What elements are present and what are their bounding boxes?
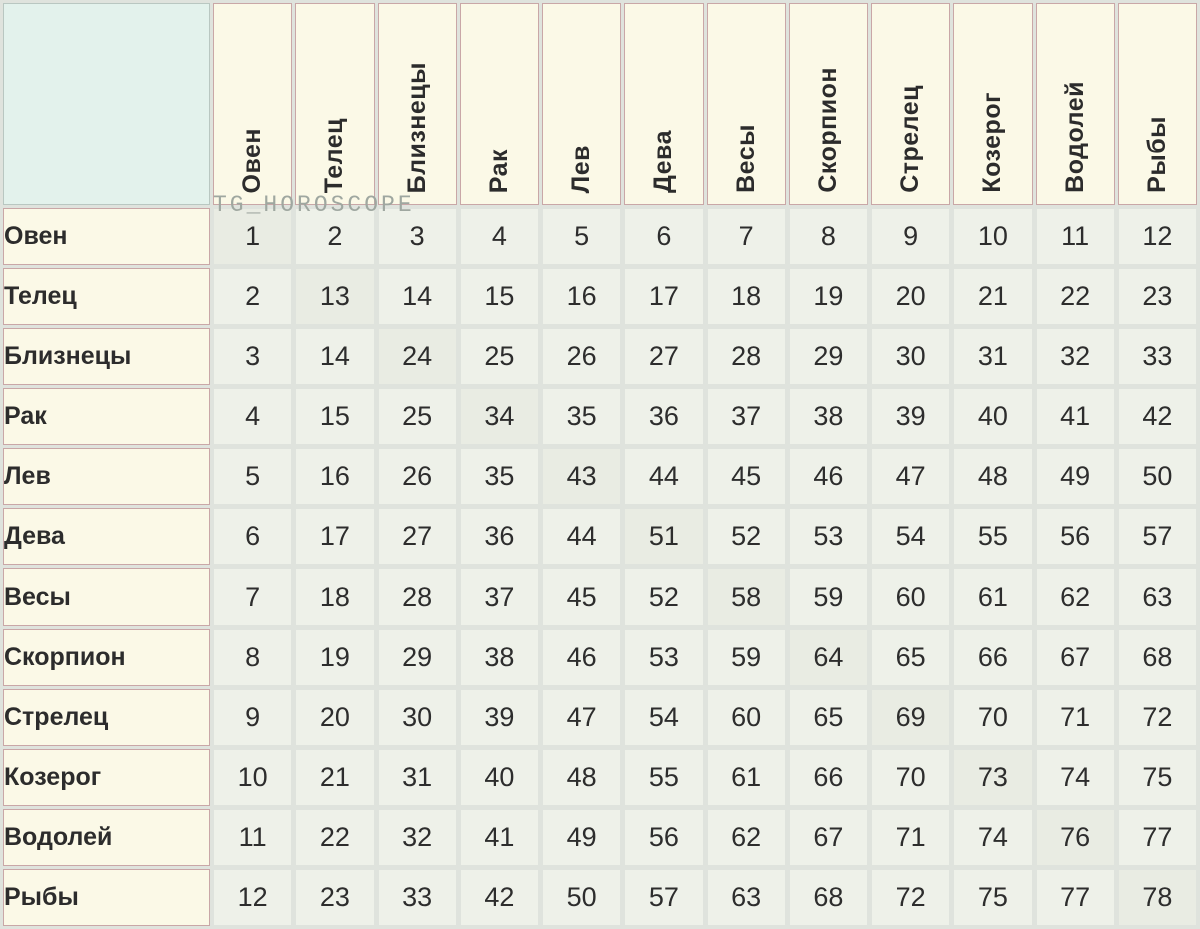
cell: 70 [871, 749, 950, 806]
cell: 46 [789, 448, 868, 505]
cell: 73 [953, 749, 1032, 806]
cell: 47 [542, 689, 621, 746]
row-header-rak: Рак [3, 388, 210, 445]
row-header-vodolei: Водолей [3, 809, 210, 866]
cell: 2 [295, 208, 374, 265]
column-header-oven [213, 3, 292, 205]
cell: 60 [871, 568, 950, 625]
cell: 33 [1118, 328, 1197, 385]
table-row [3, 508, 1197, 565]
column-header-label: Стрелец [896, 85, 925, 193]
cell: 66 [789, 749, 868, 806]
cell: 76 [1036, 809, 1115, 866]
cell: 55 [624, 749, 703, 806]
cell: 7 [213, 568, 292, 625]
cell: 67 [789, 809, 868, 866]
cell: 16 [542, 268, 621, 325]
cell: 27 [378, 508, 457, 565]
column-header-kozerog [953, 3, 1032, 205]
cell: 12 [1118, 208, 1197, 265]
row-header-skorpion: Скорпион [3, 629, 210, 686]
cell: 7 [707, 208, 786, 265]
table-corner-cell [3, 3, 210, 205]
table-row [3, 629, 1197, 686]
table-row [3, 568, 1197, 625]
cell: 1 [213, 208, 292, 265]
cell: 14 [295, 328, 374, 385]
column-header-label: Козерог [978, 92, 1007, 193]
cell: 29 [378, 629, 457, 686]
cell: 49 [542, 809, 621, 866]
cell: 23 [295, 869, 374, 926]
column-header-label: Близнецы [402, 61, 431, 193]
column-header-lev [542, 3, 621, 205]
cell: 23 [1118, 268, 1197, 325]
cell: 4 [460, 208, 539, 265]
cell: 52 [624, 568, 703, 625]
cell: 13 [295, 268, 374, 325]
cell: 48 [542, 749, 621, 806]
row-header-deva: Дева [3, 508, 210, 565]
table-row [3, 448, 1197, 505]
cell: 19 [295, 629, 374, 686]
cell: 48 [953, 448, 1032, 505]
cell: 18 [707, 268, 786, 325]
cell: 35 [460, 448, 539, 505]
cell: 22 [295, 809, 374, 866]
cell: 31 [378, 749, 457, 806]
cell: 39 [460, 689, 539, 746]
column-header-label: Водолей [1060, 81, 1089, 193]
cell: 9 [213, 689, 292, 746]
cell: 24 [378, 328, 457, 385]
cell: 10 [953, 208, 1032, 265]
cell: 57 [1118, 508, 1197, 565]
cell: 11 [213, 809, 292, 866]
cell: 18 [295, 568, 374, 625]
column-header-deva [624, 3, 703, 205]
cell: 47 [871, 448, 950, 505]
cell: 36 [460, 508, 539, 565]
column-header-bliznetsy [378, 3, 457, 205]
cell: 8 [789, 208, 868, 265]
cell: 69 [871, 689, 950, 746]
cell: 17 [624, 268, 703, 325]
column-header-label: Телец [320, 117, 349, 193]
cell: 43 [542, 448, 621, 505]
cell: 22 [1036, 268, 1115, 325]
cell: 49 [1036, 448, 1115, 505]
cell: 26 [542, 328, 621, 385]
cell: 72 [1118, 689, 1197, 746]
cell: 28 [707, 328, 786, 385]
cell: 50 [542, 869, 621, 926]
cell: 15 [460, 268, 539, 325]
table-row [3, 749, 1197, 806]
cell: 58 [707, 568, 786, 625]
cell: 3 [213, 328, 292, 385]
cell: 44 [542, 508, 621, 565]
cell: 45 [707, 448, 786, 505]
cell: 67 [1036, 629, 1115, 686]
cell: 68 [1118, 629, 1197, 686]
cell: 72 [871, 869, 950, 926]
cell: 60 [707, 689, 786, 746]
table-row [3, 689, 1197, 746]
cell: 54 [871, 508, 950, 565]
cell: 21 [953, 268, 1032, 325]
table-row [3, 328, 1197, 385]
column-header-vodolei [1036, 3, 1115, 205]
table-row [3, 809, 1197, 866]
row-header-strelets: Стрелец [3, 689, 210, 746]
column-header-label: Рак [484, 148, 513, 193]
column-header-rak [460, 3, 539, 205]
cell: 46 [542, 629, 621, 686]
cell: 56 [624, 809, 703, 866]
cell: 74 [1036, 749, 1115, 806]
column-header-ryby [1118, 3, 1197, 205]
cell: 11 [1036, 208, 1115, 265]
cell: 71 [871, 809, 950, 866]
cell: 36 [624, 388, 703, 445]
cell: 28 [378, 568, 457, 625]
cell: 10 [213, 749, 292, 806]
cell: 77 [1118, 809, 1197, 866]
cell: 39 [871, 388, 950, 445]
column-header-vesy [707, 3, 786, 205]
cell: 33 [378, 869, 457, 926]
cell: 55 [953, 508, 1032, 565]
cell: 25 [378, 388, 457, 445]
cell: 20 [295, 689, 374, 746]
cell: 78 [1118, 869, 1197, 926]
cell: 37 [460, 568, 539, 625]
table-row [3, 268, 1197, 325]
cell: 74 [953, 809, 1032, 866]
cell: 56 [1036, 508, 1115, 565]
cell: 15 [295, 388, 374, 445]
row-header-telets: Телец [3, 268, 210, 325]
cell: 45 [542, 568, 621, 625]
column-header-label: Рыбы [1142, 116, 1171, 193]
column-header-label: Дева [649, 130, 678, 193]
cell: 52 [707, 508, 786, 565]
cell: 75 [953, 869, 1032, 926]
column-header-label: Весы [731, 124, 760, 193]
row-header-lev: Лев [3, 448, 210, 505]
cell: 41 [1036, 388, 1115, 445]
cell: 77 [1036, 869, 1115, 926]
cell: 62 [1036, 568, 1115, 625]
row-header-kozerog: Козерог [3, 749, 210, 806]
column-header-label: Лев [567, 144, 596, 193]
cell: 65 [789, 689, 868, 746]
cell: 19 [789, 268, 868, 325]
cell: 42 [460, 869, 539, 926]
cell: 3 [378, 208, 457, 265]
cell: 64 [789, 629, 868, 686]
table-row [3, 208, 1197, 265]
cell: 5 [213, 448, 292, 505]
cell: 41 [460, 809, 539, 866]
cell: 70 [953, 689, 1032, 746]
cell: 6 [624, 208, 703, 265]
cell: 4 [213, 388, 292, 445]
cell: 38 [789, 388, 868, 445]
cell: 32 [378, 809, 457, 866]
cell: 20 [871, 268, 950, 325]
cell: 8 [213, 629, 292, 686]
cell: 9 [871, 208, 950, 265]
row-header-ryby: Рыбы [3, 869, 210, 926]
cell: 63 [1118, 568, 1197, 625]
cell: 53 [624, 629, 703, 686]
row-header-vesy: Весы [3, 568, 210, 625]
cell: 21 [295, 749, 374, 806]
cell: 44 [624, 448, 703, 505]
row-header-bliznetsy: Близнецы [3, 328, 210, 385]
cell: 61 [707, 749, 786, 806]
column-header-label: Скорпион [813, 67, 842, 193]
cell: 54 [624, 689, 703, 746]
cell: 32 [1036, 328, 1115, 385]
cell: 75 [1118, 749, 1197, 806]
cell: 31 [953, 328, 1032, 385]
column-header-telets [295, 3, 374, 205]
cell: 2 [213, 268, 292, 325]
table-row [3, 388, 1197, 445]
cell: 59 [707, 629, 786, 686]
watermark-text: TG_HOROSCOPE [213, 192, 415, 218]
cell: 26 [378, 448, 457, 505]
cell: 62 [707, 809, 786, 866]
cell: 57 [624, 869, 703, 926]
cell: 71 [1036, 689, 1115, 746]
cell: 68 [789, 869, 868, 926]
cell: 38 [460, 629, 539, 686]
cell: 40 [460, 749, 539, 806]
cell: 42 [1118, 388, 1197, 445]
cell: 34 [460, 388, 539, 445]
cell: 63 [707, 869, 786, 926]
table-header-row [3, 3, 1197, 205]
cell: 29 [789, 328, 868, 385]
cell: 25 [460, 328, 539, 385]
cell: 12 [213, 869, 292, 926]
cell: 66 [953, 629, 1032, 686]
cell: 6 [213, 508, 292, 565]
cell: 40 [953, 388, 1032, 445]
row-header-oven: Овен [3, 208, 210, 265]
cell: 51 [624, 508, 703, 565]
cell: 16 [295, 448, 374, 505]
cell: 27 [624, 328, 703, 385]
column-header-strelets [871, 3, 950, 205]
cell: 65 [871, 629, 950, 686]
cell: 30 [378, 689, 457, 746]
cell: 17 [295, 508, 374, 565]
column-header-label: Овен [238, 127, 267, 193]
cell: 37 [707, 388, 786, 445]
cell: 50 [1118, 448, 1197, 505]
cell: 30 [871, 328, 950, 385]
cell: 35 [542, 388, 621, 445]
cell: 53 [789, 508, 868, 565]
cell: 5 [542, 208, 621, 265]
cell: 14 [378, 268, 457, 325]
column-header-skorpion [789, 3, 868, 205]
table-row [3, 869, 1197, 926]
cell: 59 [789, 568, 868, 625]
cell: 61 [953, 568, 1032, 625]
